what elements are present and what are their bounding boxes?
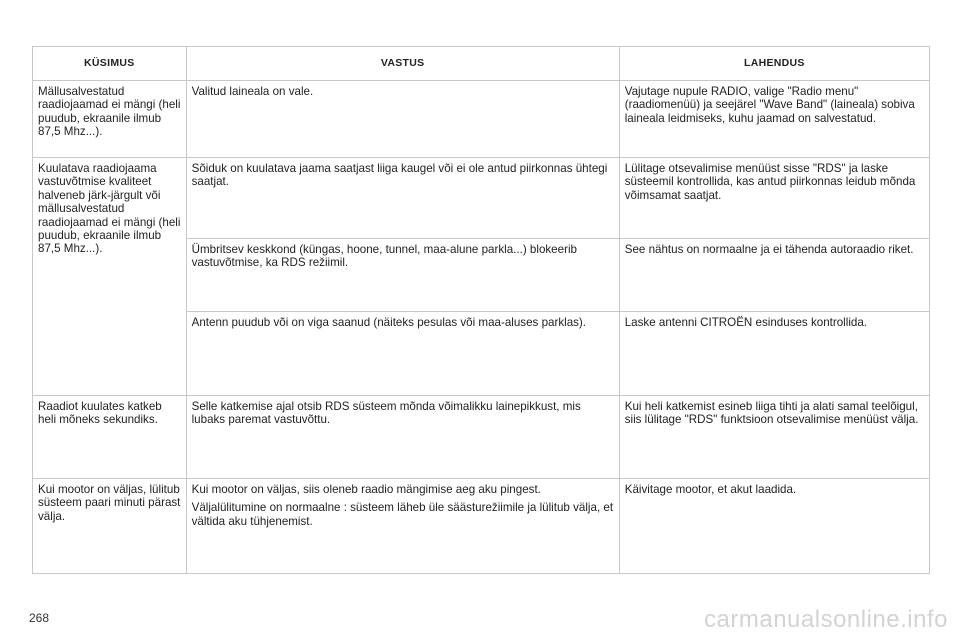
question-cell: Mällusalvestatud raadiojaamad ei mängi (heli puudub, ekraanile ilmub 87,5 Mhz...). (33, 81, 187, 158)
answer-cell: Ümbritsev keskkond (küngas, hoone, tunnel, maa-alune parkla...) blokeerib vastuvõtmise, ka RDS režiimil. (186, 239, 619, 312)
table-row (33, 479, 930, 574)
table-row (33, 396, 930, 479)
solution-cell: Laske antenni CITROËN esinduses kontrollida. (619, 312, 929, 396)
solution-cell: Kui heli katkemist esineb liiga tihti ja alati samal teelõigul, siis lülitage "RDS" funktsioon otsevalimise menüüst välja. (619, 396, 929, 479)
solution-cell: Vajutage nupule RADIO, valige "Radio menu" (raadiomenüü) ja seejärel "Wave Band" (laineala) sobiva laineala leidmiseks, kuhu jaamad on salvestatud. (619, 81, 929, 158)
question-cell: Raadiot kuulates katkeb heli mõneks sekundiks. (33, 396, 187, 479)
page-number: 268 (29, 611, 50, 625)
answer-paragraph-extra: Väljalülitumine on normaalne : süsteem läheb üle säästurežiimile ja lülitub välja, et vältida aku tühjenemist. (191, 501, 614, 528)
answer-cell: Selle katkemise ajal otsib RDS süsteem mõnda võimalikku lainepikkust, mis lubaks paremat vastuvõttu. (186, 396, 619, 479)
solution-cell: Käivitage mootor, et akut laadida. (619, 479, 929, 574)
question-cell: Kui mootor on väljas, lülitub süsteem paari minuti pärast välja. (33, 479, 187, 574)
answer-cell: Valitud laineala on vale. (186, 81, 619, 158)
solution-cell: Lülitage otsevalimise menüüst sisse "RDS" ja laske süsteemil kontrollida, kas antud piirkonnas leidub mõnda võimsamat saatjat. (619, 158, 929, 239)
answer-paragraph: Kui mootor on väljas, siis oleneb raadio mängimise aeg aku pingest. (191, 483, 541, 496)
troubleshooting-table (32, 46, 930, 574)
answer-cell: Antenn puudub või on viga saanud (näiteks pesulas või maa-aluses parklas). (186, 312, 619, 396)
answer-cell: Sõiduk on kuulatava jaama saatjast liiga kaugel või ei ole antud piirkonnas ühtegi saatjat. (186, 158, 619, 239)
header-answer: VASTUS (186, 47, 619, 81)
table-row (33, 81, 930, 158)
question-cell: Kuulatava raadiojaama vastuvõtmise kvaliteet halveneb järk-järgult või mällusalvestatud raadiojaamad ei mängi (heli puudub, ekraanile ilmub 87,5 Mhz...). (33, 158, 187, 396)
header-question: KÜSIMUS (33, 47, 187, 81)
table-row (33, 158, 930, 239)
table-header-row (33, 47, 930, 81)
header-solution: LAHENDUS (619, 47, 929, 81)
answer-cell (186, 479, 619, 574)
watermark: carmanualsonline.info (704, 606, 948, 633)
solution-cell: See nähtus on normaalne ja ei tähenda autoraadio riket. (619, 239, 929, 312)
